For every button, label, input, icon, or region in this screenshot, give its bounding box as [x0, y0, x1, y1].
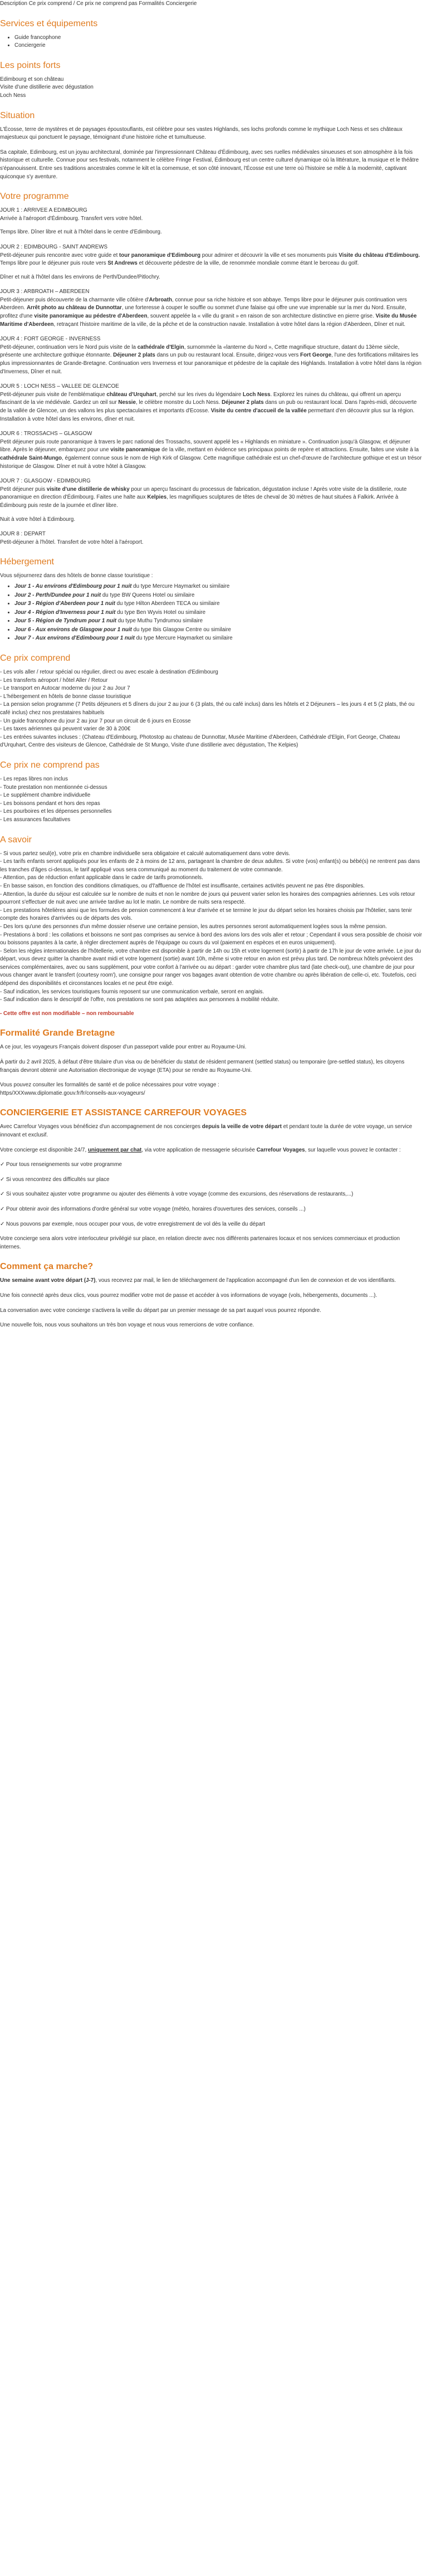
- hotel-type: du type Ben Wyvis Hotel ou similaire: [115, 609, 206, 616]
- prix-ne-comprend-line: - Toute prestation non mentionnée ci-dessus: [0, 784, 107, 791]
- prix-comprend-line: - Les entrées suivantes incluses : (Chateau d'Edimbourg, Photostop au chateau de Dunnottar, Musée Maritime d'Aberdeen, Cathédrale d'Elgin, Fort George, Chateau d'Urquhart, Centre des visiteurs de Glencoe, Cathédrale de St Mungo, Visite d'une distillerie avec dégustation, The Kelpies): [0, 734, 400, 749]
- hebergement-list: [0, 583, 422, 643]
- programme-text: Temps libre pour le déjeuner puis route vers: [0, 260, 108, 267]
- conciergerie-check-item: ✓ Si vous rencontrez des difficultés sur place: [0, 1176, 110, 1183]
- programme-day: [0, 383, 422, 423]
- top-tabs-line: Description Ce prix comprend / Ce prix ne comprend pas Formalités Conciergerie: [0, 1, 197, 7]
- comment-title: Comment ça marche?: [0, 1262, 94, 1272]
- hotel-item: [14, 609, 422, 617]
- programme-text: , surnommée la «lanterne du Nord », Cette magnifique structure, datant du 13ème siècle, présente une architecture gothique étonnante.: [0, 344, 400, 359]
- prix-comprend-line: - La pension selon programme (7 Petits déjeuners et 5 dîners du jour 2 au jour 6 (3 plats, thé ou café inclus) dans les hôtels et 2 Déjeuners – les jours 4 et 5 (2 plats, thé ou café inclus) chez nos prestataires habituels: [0, 701, 415, 716]
- programme-highlight: Visite du centre d'accueil de la vallée: [210, 408, 307, 414]
- hotel-type: du type Mercure Haymarket ou similaire: [131, 583, 230, 589]
- hotel-type: du type Hilton Aberdeen TECA ou similaire: [115, 601, 220, 607]
- conciergerie-p2-chat: uniquement par chat: [87, 1146, 142, 1153]
- services-list: [0, 34, 422, 50]
- conciergerie-p2-end: , sur laquelle vous pouvez le contacter :: [305, 1146, 401, 1153]
- conciergerie-checklist: [0, 1161, 422, 1228]
- programme-text: pour admirer et découvrir la ville et ses monuments puis: [200, 252, 339, 258]
- a-savoir-line: - Les tarifs enfants seront appliqués pour les enfants de 2 à moins de 12 ans, partageant la chambre de deux adultes. Si votre (vos) enfant(s) ou bébé(s) ne rentrent pas dans les tranches d'âges ci-dessus, le tarif appliqué vous sera communiqué au moment du traitement de votre commande.: [0, 858, 420, 873]
- programme-text: Arrivée à l'aéroport d'Édimbourg. Transfert vers votre hôtel.: [0, 215, 143, 222]
- hebergement-title: Hébergement: [0, 557, 54, 567]
- non-refundable-note: - Cette offre est non modifiable – non remboursable: [0, 1010, 134, 1017]
- a-savoir-line: - Prestations à bord : les collations et boissons ne sont pas comprises au service à bord des avions lors des vols aller et retour ; Cependant il vous sera possible de choisir voir ou boissons payantes à la carte, à régler directement auprès de l'équipage ou cours du vol (paiement en espèces et en euros uniquement).: [0, 931, 422, 947]
- hotel-item: [14, 626, 422, 635]
- a-savoir-line: - En basse saison, en fonction des conditions climatiques, ou d'l'affluence de l'hôtel est insuffisante, certaines activités peuvent ne pas être disponibles.: [0, 882, 365, 889]
- hotel-item: [14, 635, 422, 643]
- programme-highlight: Visite du château d'Edimbourg.: [338, 252, 420, 258]
- prix-ne-comprend-line: - Les pourboires et les dépenses personnelles: [0, 808, 112, 815]
- programme-text: , connue pour sa riche histoire et son abbaye. Temps libre pour le déjeuner puis continuation vers Aberdeen.: [0, 296, 407, 311]
- programme-day-title: JOUR 7 : GLASGOW - EDIMBOURG: [0, 478, 91, 485]
- programme-title: Votre programme: [0, 192, 69, 202]
- programme-highlight: visite d'une distillerie de whisky: [46, 486, 130, 492]
- conciergerie-p2-brand: Carrefour Voyages: [256, 1146, 305, 1153]
- prix-ne-comprend-line: - Les repas libres non inclus: [0, 776, 68, 782]
- situation-paragraph-2: Sa capitale, Edimbourg, est un joyau architectural, dominée par l'impressionnant Château d'Édimbourg, avec ses ruelles médiévales sinueuses et son atmosphère à la fois historique et culturelle. Connue pour ses festivals, notamment le célèbre Fringe Festival, Édimbourg est un centre culturel dynamique où la littérature, la musique et le théâtre s'épanouissent. Entre ses traditions ancestrales comme le kilt et la cornemuse, et son côté innovant, l'Écosse est une terre où l'histoire se mêle à la modernité, captivant quiconque s'y aventure.: [0, 149, 419, 180]
- programme-highlight: cathédrale Saint-Mungo: [0, 455, 62, 461]
- programme-highlight: Loch Ness: [243, 391, 271, 398]
- programme-days: [0, 207, 422, 547]
- programme-highlight: Kelpies: [147, 494, 167, 501]
- programme-highlight: tour panoramique d'Edimbourg: [119, 252, 201, 258]
- point-fort-line: Visite d'une distillerie avec dégustation: [0, 84, 94, 91]
- hotel-day: Jour 3 - Région d'Aberdeen pour 1 nuit: [14, 601, 115, 607]
- programme-text: Petit déjeuner puis: [0, 486, 47, 492]
- programme-text: Temps libre. Dîner libre et nuit à l'hôtel dans le centre d'Edimbourg.: [0, 229, 162, 236]
- programme-text: de la ville, mettant en évidence ses principaux points de repère et attractions. Ensuite, faites une visite à la: [160, 447, 419, 453]
- a-savoir-line: - Attention, la durée du séjour est calculée sur le nombre de nuits et non le nombre de jours qui peuvent varier selon les horaires des compagnies aériennes. Les vols retour pourront s'effectuer de nuit avec une arrivée tardive au lot le matin. Le nombre de nuits sera respecté.: [0, 891, 415, 906]
- conciergerie-check-item: ✓ Pour tous renseignements sur votre programme: [0, 1162, 122, 1168]
- prix-comprend-line: - Les transferts aéroport / hôtel Aller / Retour: [0, 677, 108, 684]
- programme-day: [0, 530, 422, 547]
- situation-paragraph-1: L'Écosse, terre de mystères et de paysages époustouflants, est célèbre pour ses vastes Highlands, ses lochs profonds comme le mythique Loch Ness et ses châteaux majestueux qui ponctuent le paysage, témoignant d'une histoire riche et tumultueuse.: [0, 126, 403, 141]
- comment-paragraph-1: [0, 1277, 422, 1285]
- programme-day-title: JOUR 3 : ARBROATH – ABERDEEN: [0, 289, 90, 295]
- programme-text: Petit-déjeuner puis rencontre avec votre guide et: [0, 252, 120, 258]
- prix-comprend-line: - Les taxes aériennes qui peuvent varier de 30 à 200€: [0, 726, 131, 733]
- conciergerie-p2-text: Votre concierge est disponible 24/7,: [0, 1146, 88, 1153]
- point-fort-line: Edimbourg et son château: [0, 76, 64, 82]
- prix-ne-comprend-line: - Les boissons pendant et hors des repas: [0, 800, 100, 807]
- programme-day-paragraph: [0, 274, 422, 282]
- service-item: • Conciergerie: [14, 42, 422, 50]
- programme-text: , souvent appelée la « ville du granit » en raison de son architecture distinctive en pierre grise.: [147, 313, 376, 320]
- programme-text: , perché sur les rives du légendaire: [156, 391, 243, 398]
- conciergerie-check-item: ✓ Pour obtenir avoir des informations d'ordre général sur votre voyage (météo, horaires d'ouvertures des services, conseils ...): [0, 1206, 306, 1212]
- formalite-title: Formalité Grande Bretagne: [0, 1028, 115, 1038]
- programme-highlight: Déjeuner 2 plats: [222, 399, 264, 406]
- programme-highlight: St Andrews: [107, 260, 138, 267]
- hotel-item: [14, 617, 422, 626]
- a-savoir-line: - Sauf indication, les services touristiques fournis reposent sur une communication verbale, seront en anglais.: [0, 988, 264, 995]
- programme-text: , l'une des fortifications militaires les plus impressionnantes de Grande-Bretagne. Continuation vers Inverness et tour panoramique et pédestre de la capitale des Highlands. Installation à votre hôtel dans la région d'Inverness, Dîner et nuit.: [0, 352, 421, 375]
- comment-p1-bold: Une semaine avant votre départ (J-7): [0, 1277, 96, 1284]
- situation-title: Situation: [0, 110, 35, 120]
- programme-text: Petit-déjeuner puis découverte de la charmante ville côtière d': [0, 296, 149, 303]
- programme-text: et découverte pédestre de la ville, de renommée mondiale comme étant le berceau du golf.: [137, 260, 359, 267]
- a-savoir-line: - Les prestations hôtelières ainsi que les formules de pension commencent à leur d'arrivée et se termine le jour du départ selon les horaires choisis par l'hôtelier, sans tenir compte des horaires d'arrivées ou de départs des vols.: [0, 907, 412, 922]
- points-forts-title: Les points forts: [0, 60, 61, 70]
- programme-text: Petit déjeuner puis route panoramique à travers le parc national des Trossachs, souvent appelé les « Highlands en miniature ». Continuation jusqu'à Glasgow, et déjeuner libre. Après le déjeuner, embarquez pour une: [0, 438, 411, 453]
- programme-highlight: Nessie: [118, 399, 136, 406]
- conciergerie-paragraph-3: Votre concierge sera alors votre interlocuteur privilégié sur place, en relation directe avec nos différents partenaires locaux et nos services commerciaux et production internes.: [0, 1236, 400, 1250]
- programme-text: pour un aperçu fascinant du processus de fabrication, dégustation incluse ! Après votre visite de la distillerie, route panoramique en direction d'Édimbourg. Faites une halte aux: [0, 486, 407, 501]
- programme-day-title: JOUR 4 : FORT GEORGE - INVERNESS: [0, 336, 101, 343]
- programme-day-title: JOUR 2 : EDIMBOURG - SAINT ANDREWS: [0, 243, 108, 250]
- programme-day-paragraph: [0, 296, 422, 329]
- conciergerie-p1-end: et pendant toute la durée de votre voyage, un service innovant et exclusif.: [0, 1124, 413, 1138]
- conciergerie-check-item: ✓ Si vous souhaitez ajuster votre programme ou ajouter des éléments à votre voyage (comme des excursions, des réservations de restaurants,...): [0, 1191, 354, 1198]
- programme-text: , également connue sous le nom de High Kirk of Glasgow. Cette magnifique cathédrale est un chef-d'œuvre de l'architecture gothique et est un trésor historique de Glasgow. Dîner et nuit à votre hôtel à Glasgow.: [0, 455, 422, 470]
- hotel-type: du type Muthu Tyndrumou similaire: [116, 618, 203, 625]
- formalite-consult-text: Vous pouvez consulter les formalités de santé et de police nécessaires pour votre voyage :: [0, 1082, 219, 1089]
- programme-text: dans un pub ou restaurant local. Ensuite, dirigez-vous vers: [155, 352, 301, 359]
- hotel-type: du type Ibis Glasgow Centre ou similaire: [131, 626, 231, 633]
- programme-day: [0, 477, 422, 524]
- programme-text: Nuit à votre hôtel à Edimbourg.: [0, 516, 76, 523]
- programme-day-title: JOUR 5 : LOCH NESS – VALLEE DE GLENCOE: [0, 383, 119, 390]
- hotel-item: [14, 583, 422, 591]
- programme-highlight: cathédrale d'Elgin: [137, 344, 184, 350]
- programme-highlight: Fort George: [300, 352, 332, 359]
- programme-highlight: visite panoramique au pédestre d'Aberdeen: [34, 313, 148, 320]
- hotel-type: du type BW Queens Hotel ou similaire: [101, 592, 195, 598]
- points-forts-lines: [0, 76, 422, 100]
- programme-day-paragraph: [0, 344, 422, 376]
- formalite-paragraph-3: [0, 1081, 422, 1097]
- programme-day-paragraph: [0, 228, 422, 237]
- a-savoir-line: - Selon les règles internationales de l'hôtellerie, votre chambre est disponible à partir de 14h ou 15h et votre logement (sortir) à partir de 17h le jour de votre arrivée. Le jour du départ, vous devez quitter la chambre avant midi et votre logement (sortie) avant 10h, même si votre retour en avion est prévu plus tard. De nombreux hôtels prévoient des services complémentaires, avec ou sans supplément, pour votre confort à l'arrivée ou au départ : garder votre chambre plus tard (late check-out), une chambre de jour pour vous changer avant le transfert (courtesy room'), une consigne pour ranger vos bagages avant obtention de votre chambre ou après libération de celle-ci, etc. Toutefois, ceci dépend des disponibilités et circonstances locales et ne peut être exigé.: [0, 948, 421, 987]
- programme-day: [0, 288, 422, 329]
- hotel-day: Jour 6 - Aux environs de Glasgow pour 1 nuit: [14, 626, 132, 633]
- programme-highlight: Déjeuner 2 plats: [113, 352, 155, 359]
- programme-text: permettant d'en découvrir plus sur la région. Installation à votre hôtel dans les environs, dîner et nuit.: [0, 408, 415, 422]
- hotel-day: Jour 2 - Perth/Dundee pour 1 nuit: [14, 592, 101, 598]
- a-savoir-line: - Sauf indication dans le descriptif de l'offre, nos prestations ne sont pas adaptées aux personnes à mobilité réduite.: [0, 997, 279, 1003]
- hotel-day: Jour 5 - Région de Tyndrum pour 1 nuit: [14, 618, 117, 625]
- hotel-day: Jour 1 - Au environs d'Edimbourg pour 1 nuit: [14, 583, 132, 589]
- hotel-item: [14, 592, 422, 600]
- formalite-link[interactable]: https/XXXwww.diplomatie.gouv.fr/fr/conseils-aux-voyageurs/: [0, 1090, 145, 1096]
- prix-ne-comprend-line: - Les assurances facultatives: [0, 816, 71, 823]
- programme-text: Dîner et nuit à l'hôtel dans les environs de Perth/Dundee/Pitlochry.: [0, 274, 160, 280]
- conciergerie-p1-bold: depuis la veille de votre départ: [202, 1124, 282, 1130]
- programme-highlight: Arbroath: [149, 296, 173, 303]
- a-savoir-title: A savoir: [0, 835, 32, 845]
- programme-day-title: JOUR 1 : ARRIVEE A EDIMBOURG: [0, 207, 87, 214]
- programme-day: [0, 207, 422, 237]
- conciergerie-p1-text: Avec Carrefour Voyages vous bénéficiez d'un accompagnement de nos concierges: [0, 1124, 202, 1130]
- comment-p1-text: , vous recevrez par mail, le lien de téléchargement de l'application accompagné d'un lien de connexion et de vos identifiants.: [95, 1277, 396, 1284]
- prix-comprend-title: Ce prix comprend: [0, 653, 71, 663]
- hebergement-intro: Vous séjournerez dans des hôtels de bonne classe touristique :: [0, 573, 153, 579]
- programme-day-paragraph: [0, 438, 422, 471]
- formalite-paragraph-2: À partir du 2 avril 2025, à défaut d'être titulaire d'un visa ou de bénéficier du statut de résident permanent (settled status) ou temporaire (pre-settled status), les citoyens français devront obtenir une Autorisation électronique de voyage (ETA) pour se rendre au Royaume-Uni.: [0, 1059, 405, 1074]
- programme-text: , retraçant l'histoire maritime de la ville, de la pêche et de la construction navale. Installation à votre hôtel dans la région d'Aberdeen, Dîner et nuit.: [53, 321, 406, 328]
- programme-day-title: JOUR 6 : TROSSACHS – GLASGOW: [0, 431, 92, 437]
- prix-comprend-line: - Les vols aller / retour spécial ou régulier, direct ou avec escale à destination d'Edimbourg: [0, 669, 218, 676]
- programme-text: . Explorez les ruines du château, qui offrent un aperçu fascinant de la vie médiévale. Gardez un œil sur: [0, 391, 401, 406]
- a-savoir-line: - Si vous partez seul(e), votre prix en chambre individuelle sera obligatoire et calculé automatiquement dans votre devis.: [0, 850, 291, 857]
- programme-highlight: Visite du Musée Maritime d'Aberdeen: [0, 313, 417, 328]
- programme-day-paragraph: [0, 539, 422, 547]
- programme-text: Petit-déjeuner, continuation vers le Nord puis visite de la: [0, 344, 138, 350]
- hotel-day: Jour 4 - Région d'Inverness pour 1 nuit: [14, 609, 116, 616]
- programme-day-title: JOUR 8 : DEPART: [0, 531, 46, 538]
- point-fort-line: Loch Ness: [0, 92, 26, 99]
- programme-day: [0, 243, 422, 281]
- programme-text: Petit-déjeuner à l'hôtel. Transfert de votre hôtel à l'aéroport.: [0, 539, 144, 545]
- hotel-type: du type Mercure Haymarket ou similaire: [134, 635, 233, 642]
- programme-day: [0, 430, 422, 471]
- service-item: • Guide francophone: [14, 34, 422, 42]
- services-title: Services et équipements: [0, 18, 98, 28]
- hotel-day: Jour 7 - Aux environs d'Edimbourg pour 1 nuit: [14, 635, 135, 642]
- programme-text: , le célèbre monstre du Loch Ness.: [135, 399, 222, 406]
- programme-text: , une forteresse à couper le souffle ou sommet d'une falaise qui offre une vue imprenable sur la mer du Nord. Ensuite, profitez d'une: [0, 305, 406, 320]
- a-savoir-line: - Attention, pas de réduction enfant applicable dans le cadre de tarifs promotionnels.: [0, 875, 203, 881]
- prix-comprend-lines: [0, 669, 422, 750]
- programme-highlight: Arrêt photo au château de Dunnottar: [26, 305, 122, 311]
- programme-day-paragraph: [0, 516, 422, 524]
- prix-ne-comprend-lines: [0, 775, 422, 824]
- programme-day: [0, 335, 422, 376]
- conciergerie-p2-mid: , via votre application de messagerie sécurisée: [141, 1146, 257, 1153]
- programme-day-paragraph: [0, 486, 422, 510]
- programme-text: , les magnifiques sculptures de têtes de cheval de 30 mètres de haut situées à Falkirk. Arrivée à Édimbourg puis reste de la journée et dîner libre.: [0, 494, 399, 509]
- a-savoir-line: - Des lors qu'une des personnes d'un même dossier réserve une certaine pension, les autres personnes seront automatiquement logées sous la même pension.: [0, 923, 387, 930]
- conciergerie-title: CONCIERGERIE ET ASSISTANCE CARREFOUR VOYAGES: [0, 1108, 247, 1118]
- a-savoir-lines: [0, 850, 422, 1004]
- programme-day-paragraph: [0, 391, 422, 423]
- prix-ne-comprend-title: Ce prix ne comprend pas: [0, 760, 100, 770]
- programme-day-paragraph: [0, 215, 422, 223]
- prix-comprend-line: - Un guide francophone du jour 2 au jour 7 pour un circuit de 6 jours en Ecosse: [0, 718, 191, 724]
- prix-comprend-line: - Le transport en Autocar moderne du jour 2 au Jour 7: [0, 685, 130, 692]
- programme-day-paragraph: [0, 252, 422, 268]
- prix-ne-comprend-line: - Le supplément chambre individuelle: [0, 792, 91, 799]
- programme-text: dans un pub ou restaurant local. Dans l'après-midi, découverte de la vallée de Glencoe, un des vallons les plus spectaculaires et importants d'Ecosse.: [0, 399, 417, 414]
- conciergerie-check-item: ✓ Nous pouvons par exemple, nous occuper pour vous, de votre enregistrement de vol dès la veille du départ: [0, 1221, 266, 1227]
- comment-paragraph-2: Une fois connecté après deux clics, vous pourrez modifier votre mot de passe et accéder à vos informations de voyage (vols, hébergements, documents ...).: [0, 1292, 377, 1299]
- comment-paragraph-3: La conversation avec votre concierge s'activera la veille du départ par un premier message de sa part auquel vous pourrez répondre.: [0, 1307, 321, 1314]
- comment-paragraph-4: Une nouvelle fois, nous vous souhaitons un très bon voyage et nous vous remercions de votre confiance.: [0, 1322, 254, 1329]
- prix-comprend-line: - L'hébergement en hôtels de bonne classe touristique: [0, 693, 131, 700]
- conciergerie-paragraph-2: [0, 1146, 422, 1155]
- hotel-item: [14, 600, 422, 608]
- programme-highlight: visite panoramique: [110, 447, 160, 453]
- programme-highlight: château d'Urquhart: [106, 391, 156, 398]
- conciergerie-paragraph-1: [0, 1123, 422, 1139]
- programme-text: Petit-déjeuner puis visite de l'emblématique: [0, 391, 107, 398]
- formalite-paragraph-1: A ce jour, les voyageurs Français doivent disposer d'un passeport valide pour entrer au Royaume-Uni.: [0, 1044, 247, 1051]
